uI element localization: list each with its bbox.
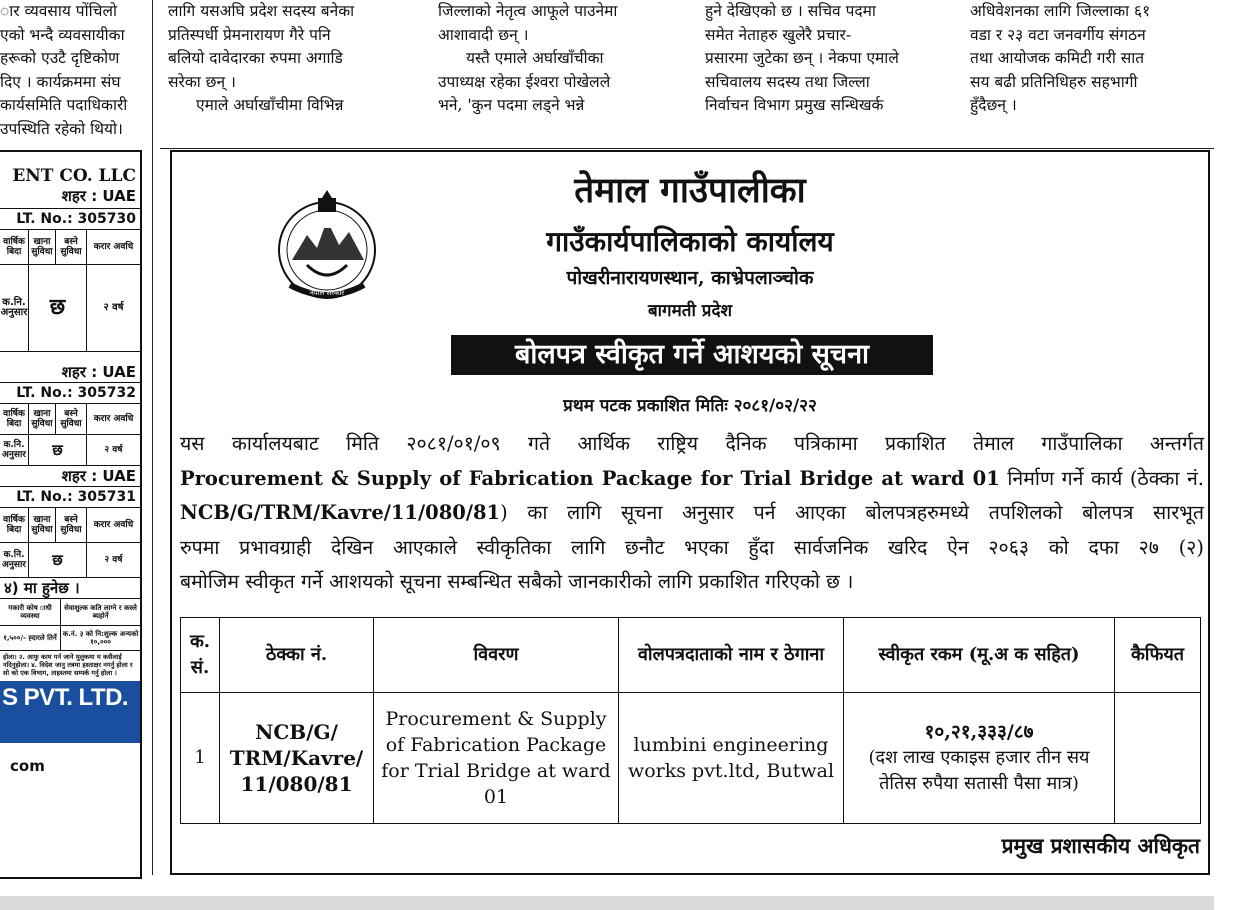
lot-number: LT. No.: 305732 — [0, 382, 140, 404]
signatory-title: प्रमुख प्रशासकीय अधिकृत — [1001, 833, 1200, 858]
office-name: गाउँकार्यपालिकाको कार्यालय — [546, 225, 834, 258]
body-line — [180, 496, 1204, 531]
body-line: यस कार्यालयबाट मिति २०८१/०१/०९ गते आर्थिक राष्ट्रिय दैनिक पत्रिकामा प्रकाशित तेमाल गाउँपालिका अन्तर्गत — [180, 432, 1204, 455]
first-publish-date: प्रथम पटक प्रकाशित मितिः २०८१/०२/२२ — [563, 396, 817, 416]
company-name-2: S PVT. LTD. — [2, 684, 129, 711]
news-line: यस्तै एमाले अर्घाखाँचीका — [466, 49, 604, 67]
news-column-3 — [438, 0, 683, 118]
news-line: वडा र २३ वटा जनवर्गीय संगठन — [970, 25, 1146, 44]
notice-heading: बोलपत्र स्वीकृत गर्ने आशयको सूचना — [451, 335, 933, 375]
page-footer-bar — [0, 896, 1214, 910]
recruitment-ad — [0, 150, 142, 879]
municipality-name: तेमाल गाउँपालीका — [574, 170, 806, 211]
city-label: शहर : UAE — [61, 187, 136, 205]
news-line: एमाले अर्घाखाँचीमा विभिन्न — [196, 96, 344, 114]
table-header-row — [181, 618, 1201, 693]
lot-number: LT. No.: 305730 — [0, 208, 140, 230]
body-text-span: निर्माण गर्ने कार्य (ठेक्का नं. — [999, 466, 1204, 490]
body-line: बमोजिम स्वीकृत गर्ने आशयको सूचना सम्बन्धित सबैको जानकारीको लागि प्रकाशित गरिएको छ । — [180, 570, 854, 593]
ad-table-row — [0, 543, 140, 578]
project-name: Procurement & Supply of Fabrication Package for Trial Bridge at ward 01 — [180, 466, 1000, 490]
cell-bidder: lumbini engineering works pvt.ltd, Butwal — [619, 693, 844, 824]
news-line: भने, 'कुन पदमा लड्ने भन्ने — [438, 96, 585, 114]
news-line: अधिवेशनका लागि जिल्लाका ६१ — [970, 2, 1151, 20]
cell-remarks — [1115, 693, 1201, 824]
col-header: बस्ने सुविधा — [55, 404, 86, 434]
amount-words: (दश लाख एकाइस हजार तीन सय तेतिस रुपैया सतासी पैसा मात्र) — [868, 747, 1090, 794]
col-header: करार अवधि — [86, 404, 140, 434]
col-header: खाना सुविधा — [28, 508, 55, 542]
province-name: बागमती प्रदेश — [647, 301, 733, 321]
section-divider — [160, 148, 1214, 149]
col-amount: स्वीकृत रकम (मू.अ क सहित) — [844, 618, 1115, 693]
company-banner — [0, 681, 140, 743]
cell-yes: छ — [28, 543, 86, 577]
cell-yes: छ — [28, 435, 86, 465]
cell-term: २ वर्ष — [86, 543, 140, 577]
ad-table-row — [0, 435, 140, 466]
news-line: दिए । कार्यक्रममा संघ — [0, 72, 121, 91]
col-header: खाना सुविधा — [28, 230, 55, 264]
tender-notice — [170, 150, 1210, 875]
news-line: निर्वाचन विभाग प्रमुख सन्धिखर्क — [705, 96, 884, 114]
col-header: वार्षिक बिदा — [3, 237, 25, 257]
col-header: करार अवधि — [86, 508, 140, 542]
fee-header: सेवाशुल्क कति लाग्ने र कस्ले ब्यहोर्ने — [60, 599, 140, 625]
news-line: सचिवालय सदस्य तथा जिल्ला — [705, 72, 870, 91]
col-description: विवरण — [374, 618, 619, 693]
fee-heading: ४) मा हुनेछ । — [0, 578, 140, 599]
news-line: सरेका छन् । — [168, 72, 236, 91]
news-column-5 — [970, 0, 1215, 118]
news-line: सय बढी प्रतिनिधिहरु सहभागी — [970, 72, 1138, 91]
cell-leave: क.नि. अनुसार — [2, 550, 26, 570]
col-header: बस्ने सुविधा — [55, 508, 86, 542]
cell-term: २ वर्ष — [86, 265, 140, 351]
news-column-2 — [168, 0, 413, 118]
body-line: रुपमा प्रभावग्राही देखिन आएकाले स्वीकृतिका लागि छनौट भएका हुँदा सार्वजनिक खरिद ऐन २०६३ को दफा २७ (२) — [180, 535, 1204, 559]
bid-table — [180, 617, 1201, 824]
cell-description: Procurement & Supply of Fabrication Package for Trial Bridge at ward 01 — [374, 693, 619, 824]
news-line: हुँदैछन् । — [970, 96, 1017, 114]
col-bidder: वोलपत्रदाताको नाम र ठेगाना — [619, 618, 844, 693]
col-serial: क. सं. — [181, 618, 220, 693]
cell-amount — [844, 693, 1115, 824]
fee-table-header — [0, 599, 140, 626]
website: com — [10, 757, 45, 775]
col-header: बस्ने सुविधा — [55, 230, 86, 264]
fee-table-row — [0, 626, 140, 651]
body-line — [180, 462, 1204, 497]
company-name: ENT CO. LLC — [12, 166, 136, 186]
table-row — [181, 693, 1201, 824]
news-column-1 — [0, 0, 140, 141]
col-header: खाना सुविधा — [28, 404, 55, 434]
city-label: शहर : UAE — [61, 363, 136, 381]
news-line: प्रसारमा जुटेका छन् । नेकपा एमाले — [705, 49, 899, 67]
ad-table-header — [0, 508, 140, 543]
col-remarks: कैफियत — [1115, 618, 1201, 693]
office-address: पोखरीनारायणस्थान, काभ्रेपलाञ्चोक — [566, 267, 814, 289]
city-label: शहर : UAE — [61, 467, 136, 485]
news-line: तथा आयोजक कमिटी गरी सात — [970, 49, 1145, 67]
news-line: लागि यसअघि प्रदेश सदस्य बनेका — [168, 2, 355, 20]
news-line: आशावादी छन् । — [438, 25, 529, 44]
col-header: वार्षिक बिदा — [3, 515, 25, 535]
news-column-4 — [705, 0, 950, 118]
cell-term: २ वर्ष — [86, 435, 140, 465]
ad-table-row — [0, 265, 140, 352]
col-contract: ठेक्का नं. — [220, 618, 374, 693]
news-line: समेत नेताहरु खुलेरै प्रचार- — [705, 25, 852, 44]
fee-header: गकारी कोष ाधी व्यवस्था — [8, 604, 52, 620]
body-text-span: ) का लागि सूचना अनुसार पर्न आएका बोलपत्रहरुमध्ये तपशिलको बोलपत्र सारभूत — [500, 501, 1204, 524]
fee-value: १,५००/- ह्दारले तिर्ने — [3, 634, 57, 642]
news-line: हरूको एउटै दृष्टिकोण — [0, 49, 120, 67]
contract-number: NCB/G/TRM/Kavre/11/080/81 — [180, 501, 501, 524]
amount-figure: १०,२१,३३३/८७ — [924, 721, 1034, 743]
news-line: बलियो दावेदारका रुपमा अगाडि — [168, 49, 343, 67]
fine-print: होला। २. आफु काम गर्न जाने मुलुकमा म कसैलाई नदिनुहोला। ४. विदेश जानु तत्रमा हस्ताक्षर नगर्नु होला र सो को एक विभाग, ताहस्तमा सम्पर्क गर्नु होला । — [3, 653, 133, 677]
notice-body — [180, 427, 1204, 600]
news-line: उपस्थिति रहेको थियो। — [0, 119, 123, 138]
col-header: वार्षिक बिदा — [3, 409, 25, 429]
lot-number: LT. No.: 305731 — [0, 486, 140, 508]
fee-value: क.नं. ३ को नि:शुल्क अन्यको १०,००० — [60, 626, 140, 650]
col-header: करार अवधि — [86, 230, 140, 264]
news-line: एको भन्दै व्यवसायीका — [0, 25, 125, 44]
news-line: जिल्लाको नेतृत्व आफूले पाउनेमा — [438, 2, 618, 20]
news-line: कार्यसमिति पदाधिकारी — [0, 96, 128, 114]
cell-leave: क.नि. अनुसार — [0, 297, 28, 318]
news-line: ार व्यवसाय पोंचिलो — [0, 2, 118, 20]
column-divider — [152, 0, 153, 875]
news-line: प्रतिस्पर्धी प्रेमनारायण गैरे पनि — [168, 25, 331, 44]
cell-yes: छ — [28, 265, 86, 351]
cell-serial: 1 — [181, 693, 220, 824]
ad-table-header — [0, 404, 140, 435]
ad-table-header — [0, 230, 140, 265]
news-line: उपाध्यक्ष रहेका ईश्वरा पोखेलले — [438, 72, 611, 91]
cell-leave: क.नि. अनुसार — [2, 440, 26, 460]
cell-contract: NCB/G/ TRM/Kavre/ 11/080/81 — [220, 693, 374, 824]
news-line: हुने देखिएको छ । सचिव पदमा — [705, 2, 876, 20]
emblem-text: नेपाल सरकार — [309, 289, 345, 297]
